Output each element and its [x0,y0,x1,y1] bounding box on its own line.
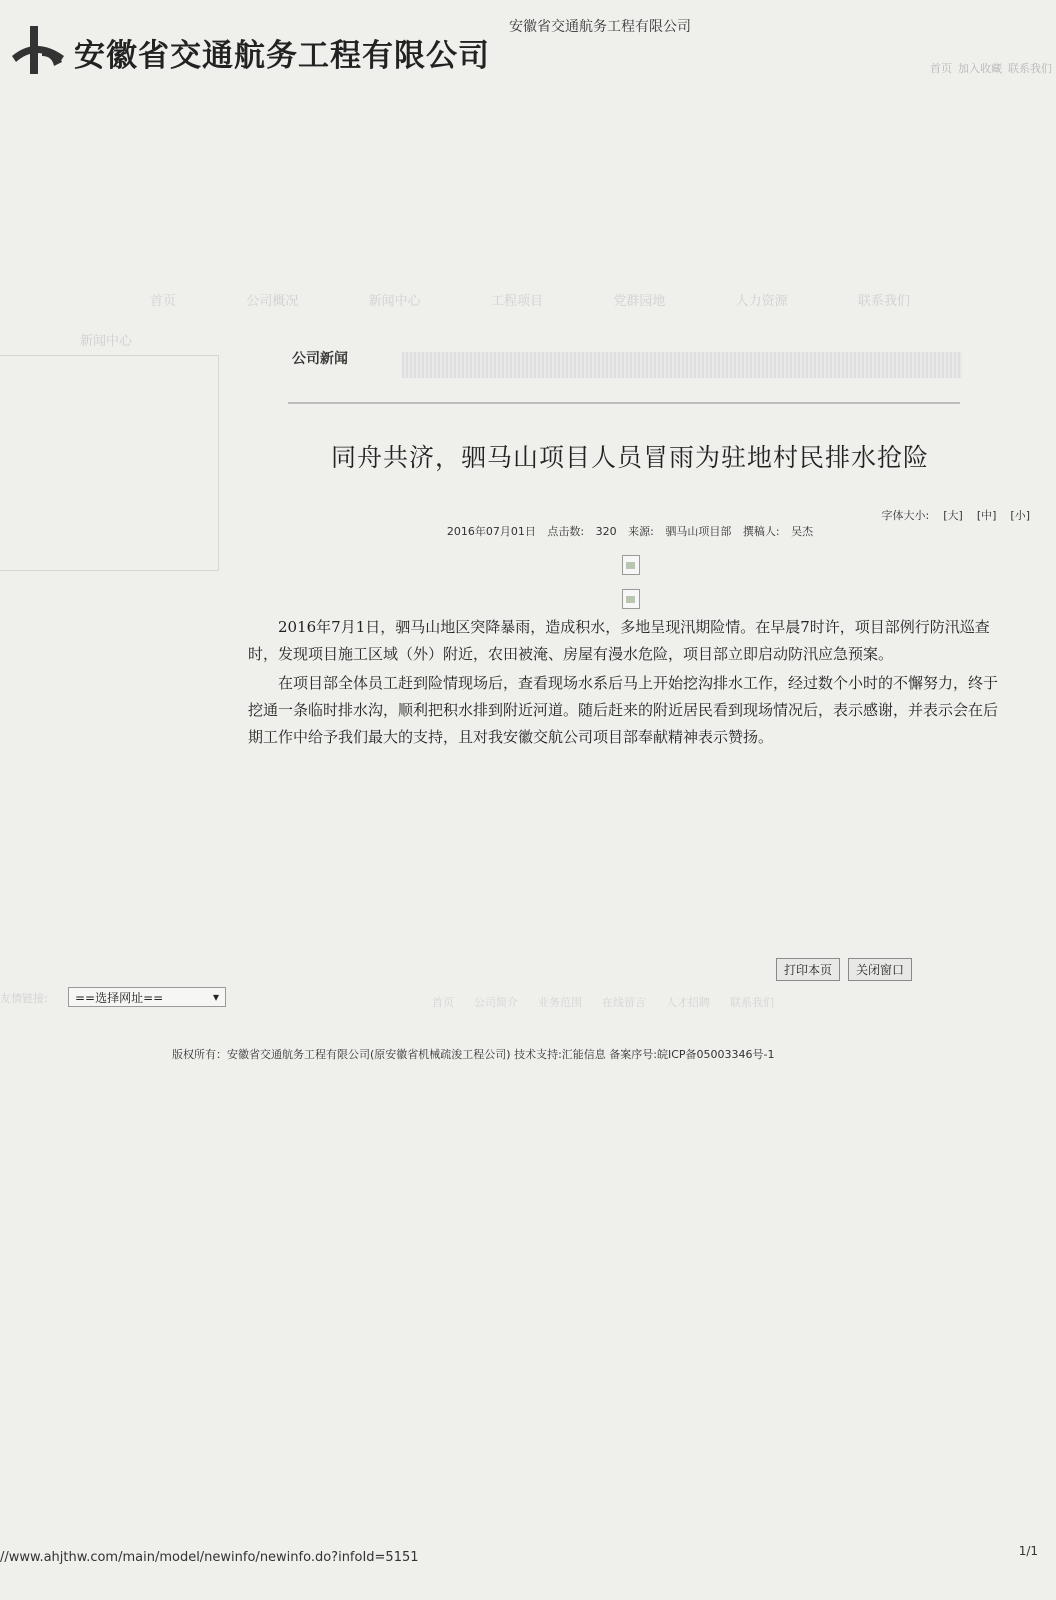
footer-link-contact[interactable]: 联系我们 [730,996,774,1009]
top-link-home[interactable]: 首页 [930,62,952,75]
article-source: 驷马山项目部 [665,525,732,538]
font-size-medium[interactable]: [中] [976,509,997,522]
nav-item-contact[interactable]: 联系我们 [857,294,910,309]
footer-nav [432,994,774,1010]
copyright: 版权所有：安徽省交通航务工程有限公司(原安徽省机械疏浚工程公司) 技术支持:汇能信息 备案序号:皖ICP备05003346号-1 [172,1048,775,1061]
nav-item-party[interactable]: 党群园地 [613,294,666,309]
page-number: 1/1 [1018,1544,1038,1558]
article-title: 同舟共济，驷马山项目人员冒雨为驻地村民排水抢险 [330,443,929,472]
friend-links-label: 友情链接: [0,992,48,1005]
article-date: 2016年07月01日 [446,525,536,538]
footer-link-home[interactable]: 首页 [432,996,454,1009]
font-size-switcher [882,507,1031,523]
nav-item-projects[interactable]: 工程项目 [490,294,543,309]
nav-item-news[interactable]: 新闻中心 [368,294,421,309]
article-body [248,614,1000,753]
hits-count: 320 [595,525,617,538]
font-size-label: 字体大小: [881,509,930,522]
nav-item-hr[interactable]: 人力资源 [735,294,788,309]
company-name: 安徽省交通航务工程有限公司 [74,37,490,74]
sidebar-title: 新闻中心 [80,334,133,349]
print-header: 安徽省交通航务工程有限公司 [509,19,691,35]
main-nav [150,290,910,309]
nav-item-home[interactable]: 首页 [150,294,177,309]
sidebar-panel [0,355,219,571]
top-link-favorite[interactable]: 加入收藏 [958,62,1002,75]
top-link-contact[interactable]: 联系我们 [1008,62,1052,75]
friend-links-select[interactable] [68,987,226,1007]
company-logo-icon [8,22,68,82]
footer-link-jobs[interactable]: 人才招聘 [666,996,710,1009]
hits-label: 点击数: [547,525,585,538]
top-links [930,60,1052,76]
footer-link-guestbook[interactable]: 在线留言 [602,996,646,1009]
select-value: ==选择网址== [75,990,164,1005]
section-title: 公司新闻 [292,351,348,367]
font-size-small[interactable]: [小] [1010,509,1030,522]
font-size-large[interactable]: [大] [943,509,963,522]
broken-image-icon [622,589,640,609]
source-label: 来源: [628,525,654,538]
broken-image-icon [622,555,640,575]
chevron-down-icon: ▾ [212,990,219,1004]
article-paragraph: 2016年7月1日，驷马山地区突降暴雨，造成积水，多地呈现汛期险情。在早晨7时许，项目部例行防汛巡查时，发现项目施工区域（外）附近，农田被淹、房屋有漫水危险，项目部立即启动防汛应急预案。 [248,618,990,663]
footer-link-business[interactable]: 业务范围 [538,996,582,1009]
footer-link-about[interactable]: 公司简介 [474,996,518,1009]
print-url: //www.ahjthw.com/main/model/newinfo/newinfo.do?infoId=5151 [0,1550,419,1565]
author-label: 撰稿人: [742,525,780,538]
article-actions [776,958,912,981]
nav-item-about[interactable]: 公司概况 [246,294,299,309]
site-logo[interactable] [8,22,490,82]
section-divider [288,402,960,404]
print-button[interactable]: 打印本页 [776,958,840,981]
article-meta [250,523,1010,539]
section-header-band [402,352,962,378]
article-paragraph: 在项目部全体员工赶到险情现场后，查看现场水系后马上开始挖沟排水工作，经过数个小时的不懈努力，终于挖通一条临时排水沟，顺利把积水排到附近河道。随后赶来的附近居民看到现场情况后，表示感谢，并表示会在后期工作中给予我们最大的支持，且对我安徽交航公司项目部奉献精神表示赞扬。 [248,674,999,746]
article-author: 吴杰 [791,525,814,538]
close-window-button[interactable]: 关闭窗口 [848,958,912,981]
